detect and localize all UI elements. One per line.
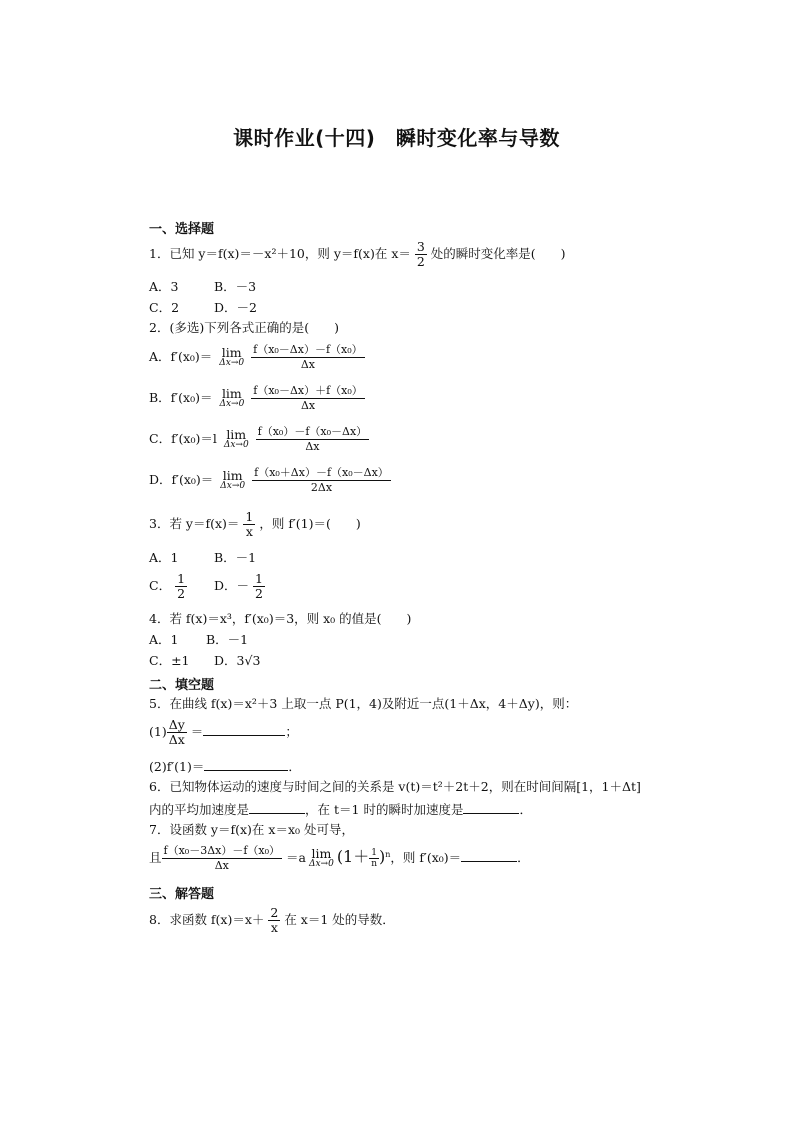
fraction-numerator: 2 [270,905,279,920]
fraction-numerator: f（x₀）－f（x₀－Δx） [257,425,368,438]
question-1-stem-a: 1．已知 y＝f(x)＝－x²＋10，则 y＝f(x)在 x＝ [149,246,411,261]
part-label: (1) [149,724,167,739]
open-paren-expression: (1＋ [336,847,370,866]
fraction-numerator: Δy [168,717,185,732]
section-heading-fill: 二、填空题 [149,678,215,693]
fraction-denominator: 2 [177,586,186,601]
inner-fraction [369,848,379,869]
question-3-fraction [243,510,255,539]
text: ，在 t＝1 时的瞬时加速度是 [305,802,464,817]
punctuation: ． [517,850,530,865]
question-7-fraction [162,844,283,873]
question-1-option-a: A．3 [149,279,179,294]
question-4-option-b: B．－1 [206,632,249,647]
question-8-stem-a: 8．求函数 f(x)＝x＋ [149,912,265,927]
fraction-numerator: f（x₀－Δx）－f（x₀） [253,343,363,356]
question-1-option-b: B．－3 [214,279,257,294]
question-1-option-d: D．－2 [214,300,257,315]
question-2-option-c [149,425,369,454]
fraction-numerator: f（x₀＋Δx）－f（x₀－Δx） [254,466,389,479]
question-8-stem-b: 在 x＝1 处的导数． [284,912,395,927]
option-label: A．f′(x₀)＝ [149,349,213,364]
answer-blank[interactable] [249,801,305,814]
text: ，则 f′(x₀)＝ [390,850,462,865]
limit-symbol: lim Δx→0 [308,845,334,869]
fraction-denominator: 2Δx [310,481,333,494]
question-5-fraction [167,718,187,747]
close-paren: ) [378,847,386,866]
fraction-numerator: 1 [177,571,186,586]
question-4-option-d: D．3√3 [214,653,261,668]
question-7-line-1: 7．设函数 y＝f(x)在 x＝x₀ 处可导， [149,822,354,837]
option-b-fraction [251,384,365,413]
question-2-stem: 2．(多选)下列各式正确的是( ) [149,320,339,335]
question-5-part-1 [149,718,298,747]
question-3-option-a: A．1 [149,550,179,565]
fraction-denominator: Δx [214,859,229,872]
equals-sign: ＝ [190,724,204,739]
question-1-stem-b: 处的瞬时变化率是( ) [430,246,566,261]
option-label: B．f′(x₀)＝ [149,390,213,405]
limit-symbol: lim Δx→0 [219,344,245,368]
question-6-line-2 [149,801,532,818]
question-3-option-d [214,572,265,601]
punctuation: ； [285,724,298,739]
limit-symbol: lim Δx→0 [220,467,246,491]
option-label: D．－ [214,578,250,593]
text: 且 [149,850,162,865]
text: 内的平均加速度是 [149,802,250,817]
section-heading-choice: 一、选择题 [149,222,215,237]
fraction-denominator: x [245,524,253,539]
question-1 [149,240,566,269]
fraction-numerator: 1 [371,848,377,858]
option-label: D．f′(x₀)＝ [149,472,214,487]
fraction-denominator: n [371,859,378,869]
fraction-denominator: 2 [416,254,425,269]
answer-blank[interactable] [461,849,517,862]
option-c-fraction [175,572,187,601]
question-5-part-2 [149,758,301,775]
answer-blank[interactable] [463,801,519,814]
exponent: n [385,849,391,859]
section-heading-solve: 三、解答题 [149,887,215,902]
limit-symbol: lim Δx→0 [223,426,249,450]
question-5-stem: 5．在曲线 f(x)＝x²＋3 上取一点 P(1，4)及附近一点(1＋Δx，4＋Δy)，则： [149,696,578,711]
question-1-fraction [415,240,427,269]
part-label: (2)f′(1)＝ [149,759,205,774]
fraction-numerator: f（x₀－Δx）＋f（x₀） [253,384,363,397]
page-title: 课时作业(十四) 瞬时变化率与导数 [233,126,560,150]
question-3-stem-a: 3．若 y＝f(x)＝ [149,516,240,531]
option-label: C．f′(x₀)＝l [149,431,217,446]
option-label: C． [149,578,172,593]
question-4-stem: 4．若 f(x)＝x³，f′(x₀)＝3，则 x₀ 的值是( ) [149,611,412,626]
fraction-numerator: f（x₀－3Δx）－f（x₀） [163,844,281,857]
option-d-fraction [253,572,265,601]
question-1-option-c: C．2 [149,300,180,315]
fraction-denominator: Δx [300,358,315,371]
punctuation: ． [288,759,301,774]
punctuation: ． [519,802,532,817]
question-2-option-d [149,466,391,495]
fraction-denominator: Δx [168,732,185,747]
fraction-numerator: 1 [255,571,263,586]
question-3-option-c [149,572,187,601]
question-4-option-c: C．±1 [149,653,190,668]
option-c-fraction [256,425,370,454]
question-7-line-2 [149,844,530,873]
fraction-denominator: Δx [305,440,320,453]
question-3-option-b: B．－1 [214,550,257,565]
limit-symbol: lim Δx→0 [219,385,245,409]
question-8 [149,906,395,935]
question-2-option-a [149,343,365,372]
equals-a: ＝a [286,850,306,865]
question-2-option-b [149,384,365,413]
answer-blank[interactable] [203,723,285,736]
fraction-numerator: 3 [416,239,425,254]
question-6-line-1: 6．已知物体运动的速度与时间之间的关系是 v(t)＝t²＋2t＋2，则在时间间隔[1，1＋Δt] [149,779,641,794]
fraction-denominator: Δx [300,399,316,412]
fraction-numerator: 1 [245,509,254,524]
question-3 [149,510,361,539]
answer-blank[interactable] [204,758,288,771]
fraction-denominator: 2 [255,586,263,601]
fraction-denominator: x [270,920,278,935]
question-4-option-a: A．1 [149,632,179,647]
option-a-fraction [251,343,365,372]
question-8-fraction [268,906,280,935]
question-3-stem-b: ，则 f′(1)＝( ) [259,516,361,531]
option-d-fraction [252,466,391,495]
